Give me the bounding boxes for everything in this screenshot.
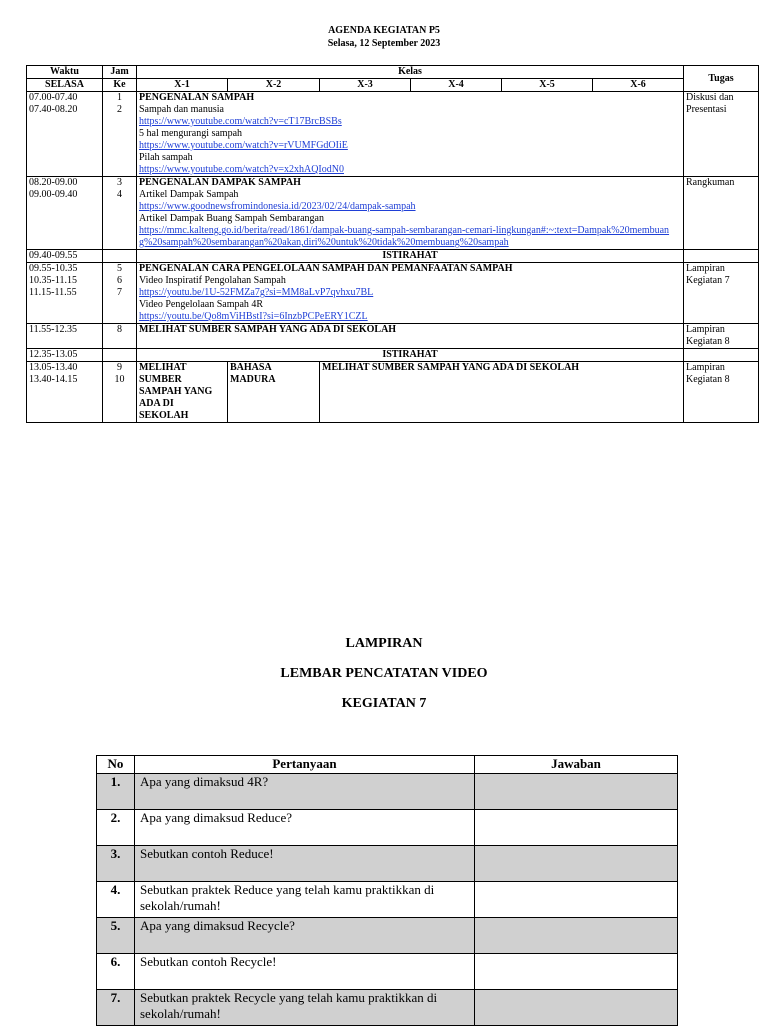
question-number: 2. [97, 810, 135, 846]
break-row [27, 349, 759, 362]
time-cell: 08.20-09.00 09.00-09.40 [27, 177, 103, 250]
question-header-row [97, 756, 678, 774]
table-row [97, 882, 678, 918]
table-row [97, 990, 678, 1026]
table-row [97, 918, 678, 954]
header-waktu: Waktu [27, 66, 103, 79]
jam-cell [103, 349, 137, 362]
lampiran-title: LAMPIRAN [345, 636, 423, 651]
question-text: Sebutkan contoh Reduce! [135, 846, 475, 882]
break-label: ISTIRAHAT [137, 349, 684, 362]
table-row [97, 810, 678, 846]
answer-cell[interactable] [475, 954, 678, 990]
resource-link[interactable]: https://youtu.be/1U-52FMZa7g?si=MM8aLvP7qvhxu7BL [139, 287, 374, 298]
header-no: No [97, 756, 135, 774]
time-cell: 13.05-13.40 13.40-14.15 [27, 362, 103, 423]
activity-heading: MELIHAT SUMBER SAMPAH YANG ADA DI SEKOLAH [137, 324, 684, 349]
tugas-cell: Lampiran Kegiatan 7 [684, 263, 759, 324]
jam-cell: 9 10 [103, 362, 137, 423]
question-number: 7. [97, 990, 135, 1026]
activity-heading: PENGENALAN DAMPAK SAMPAH [139, 177, 301, 188]
tugas-cell: Lampiran Kegiatan 8 [684, 362, 759, 423]
header-selasa: SELASA [27, 79, 103, 92]
question-text: Apa yang dimaksud Recycle? [135, 918, 475, 954]
question-text: Sebutkan praktek Reduce yang telah kamu praktikkan di sekolah/rumah! [135, 882, 475, 918]
header-pertanyaan: Pertanyaan [135, 756, 475, 774]
question-number: 3. [97, 846, 135, 882]
resource-title: Pilah sampah [139, 152, 193, 163]
question-number: 1. [97, 774, 135, 810]
header-class: X-6 [593, 79, 684, 92]
tugas-cell: Diskusi dan Presentasi [684, 92, 759, 177]
class-x3-x6-activity: MELIHAT SUMBER SAMPAH YANG ADA DI SEKOLAH [320, 362, 684, 423]
tugas-cell [684, 349, 759, 362]
jam-cell [103, 250, 137, 263]
table-row [27, 263, 759, 324]
header-jam: Jam [103, 66, 137, 79]
class-x2-activity: BAHASA MADURA [228, 362, 320, 423]
activity-heading: PENGENALAN CARA PENGELOLAAN SAMPAH DAN PEMANFAATAN SAMPAH [139, 263, 513, 274]
activity-heading: PENGENALAN SAMPAH [139, 92, 255, 103]
resource-title: Artikel Dampak Sampah [139, 189, 239, 200]
header-class: X-3 [320, 79, 411, 92]
table-row [27, 92, 759, 177]
answer-cell[interactable] [475, 990, 678, 1026]
answer-cell[interactable] [475, 810, 678, 846]
header-class: X-5 [502, 79, 593, 92]
header-class: X-2 [228, 79, 320, 92]
time-cell: 07.00-07.40 07.40-08.20 [27, 92, 103, 177]
resource-link[interactable]: https://youtu.be/Qo8mViHBstI?si=6InzbPCPeERY1CZL [139, 311, 368, 322]
question-text: Apa yang dimaksud Reduce? [135, 810, 475, 846]
question-table [96, 755, 678, 1026]
resource-link[interactable]: https://mmc.kalteng.go.id/berita/read/1861/dampak-buang-sampah-sembarangan-cemari-lingkungan#:~:text=Dampak%20membuang%20sampah%20sembarangan%20akan,diri%20untuk%20tidak%20membuang%20sampah [139, 225, 670, 248]
header-class: X-4 [411, 79, 502, 92]
time-cell: 12.35-13.05 [27, 349, 103, 362]
question-number: 5. [97, 918, 135, 954]
question-text: Sebutkan praktek Recycle yang telah kamu praktikkan di sekolah/rumah! [135, 990, 475, 1026]
table-row [97, 774, 678, 810]
table-row [27, 177, 759, 250]
header-class: X-1 [137, 79, 228, 92]
agenda-title: AGENDA KEGIATAN P5 [328, 25, 440, 36]
resource-link[interactable]: https://www.youtube.com/watch?v=rVUMFGdOIiE [139, 140, 348, 151]
jam-cell: 3 4 [103, 177, 137, 250]
activity-cell [137, 263, 684, 324]
table-row [97, 954, 678, 990]
class-x1-activity: MELIHAT SUMBER SAMPAH YANG ADA DI SEKOLAH [137, 362, 228, 423]
answer-cell[interactable] [475, 846, 678, 882]
agenda-date: Selasa, 12 September 2023 [327, 38, 441, 49]
question-number: 6. [97, 954, 135, 990]
answer-cell[interactable] [475, 918, 678, 954]
table-row [27, 324, 759, 349]
jam-cell: 8 [103, 324, 137, 349]
resource-title: Video Pengelolaan Sampah 4R [139, 299, 264, 310]
activity-cell [137, 177, 684, 250]
answer-cell[interactable] [475, 774, 678, 810]
lampiran-subtitle: LEMBAR PENCATATAN VIDEO [280, 666, 488, 681]
tugas-cell: Lampiran Kegiatan 8 [684, 324, 759, 349]
header-row-2 [27, 79, 759, 92]
answer-cell[interactable] [475, 882, 678, 918]
resource-title: Video Inspiratif Pengolahan Sampah [139, 275, 286, 286]
time-cell: 11.55-12.35 [27, 324, 103, 349]
jam-cell: 1 2 [103, 92, 137, 177]
question-text: Sebutkan contoh Recycle! [135, 954, 475, 990]
agenda-table [26, 65, 759, 423]
jam-cell: 5 6 7 [103, 263, 137, 324]
question-number: 4. [97, 882, 135, 918]
header-tugas: Tugas [684, 66, 759, 92]
resource-title: Artikel Dampak Buang Sampah Sembarangan [139, 213, 324, 224]
tugas-cell: Rangkuman [684, 177, 759, 250]
question-text: Apa yang dimaksud 4R? [135, 774, 475, 810]
header-row-1 [27, 66, 759, 79]
break-label: ISTIRAHAT [137, 250, 684, 263]
header-kelas: Kelas [137, 66, 684, 79]
resource-link[interactable]: https://www.goodnewsfromindonesia.id/2023/02/24/dampak-sampah [139, 201, 416, 212]
tugas-cell [684, 250, 759, 263]
time-cell: 09.40-09.55 [27, 250, 103, 263]
table-row [97, 846, 678, 882]
break-row [27, 250, 759, 263]
resource-link[interactable]: https://www.youtube.com/watch?v=x2xhAQIodN0 [139, 164, 344, 175]
header-jawaban: Jawaban [475, 756, 678, 774]
resource-link[interactable]: https://www.youtube.com/watch?v=cT17BrcBSBs [139, 116, 342, 127]
resource-title: 5 hal mengurangi sampah [139, 128, 243, 139]
header-ke: Ke [103, 79, 137, 92]
resource-title: Sampah dan manusia [139, 104, 224, 115]
table-row [27, 362, 759, 423]
activity-cell [137, 92, 684, 177]
time-cell: 09.55-10.35 10.35-11.15 11.15-11.55 [27, 263, 103, 324]
lampiran-kegiatan: KEGIATAN 7 [341, 696, 427, 711]
